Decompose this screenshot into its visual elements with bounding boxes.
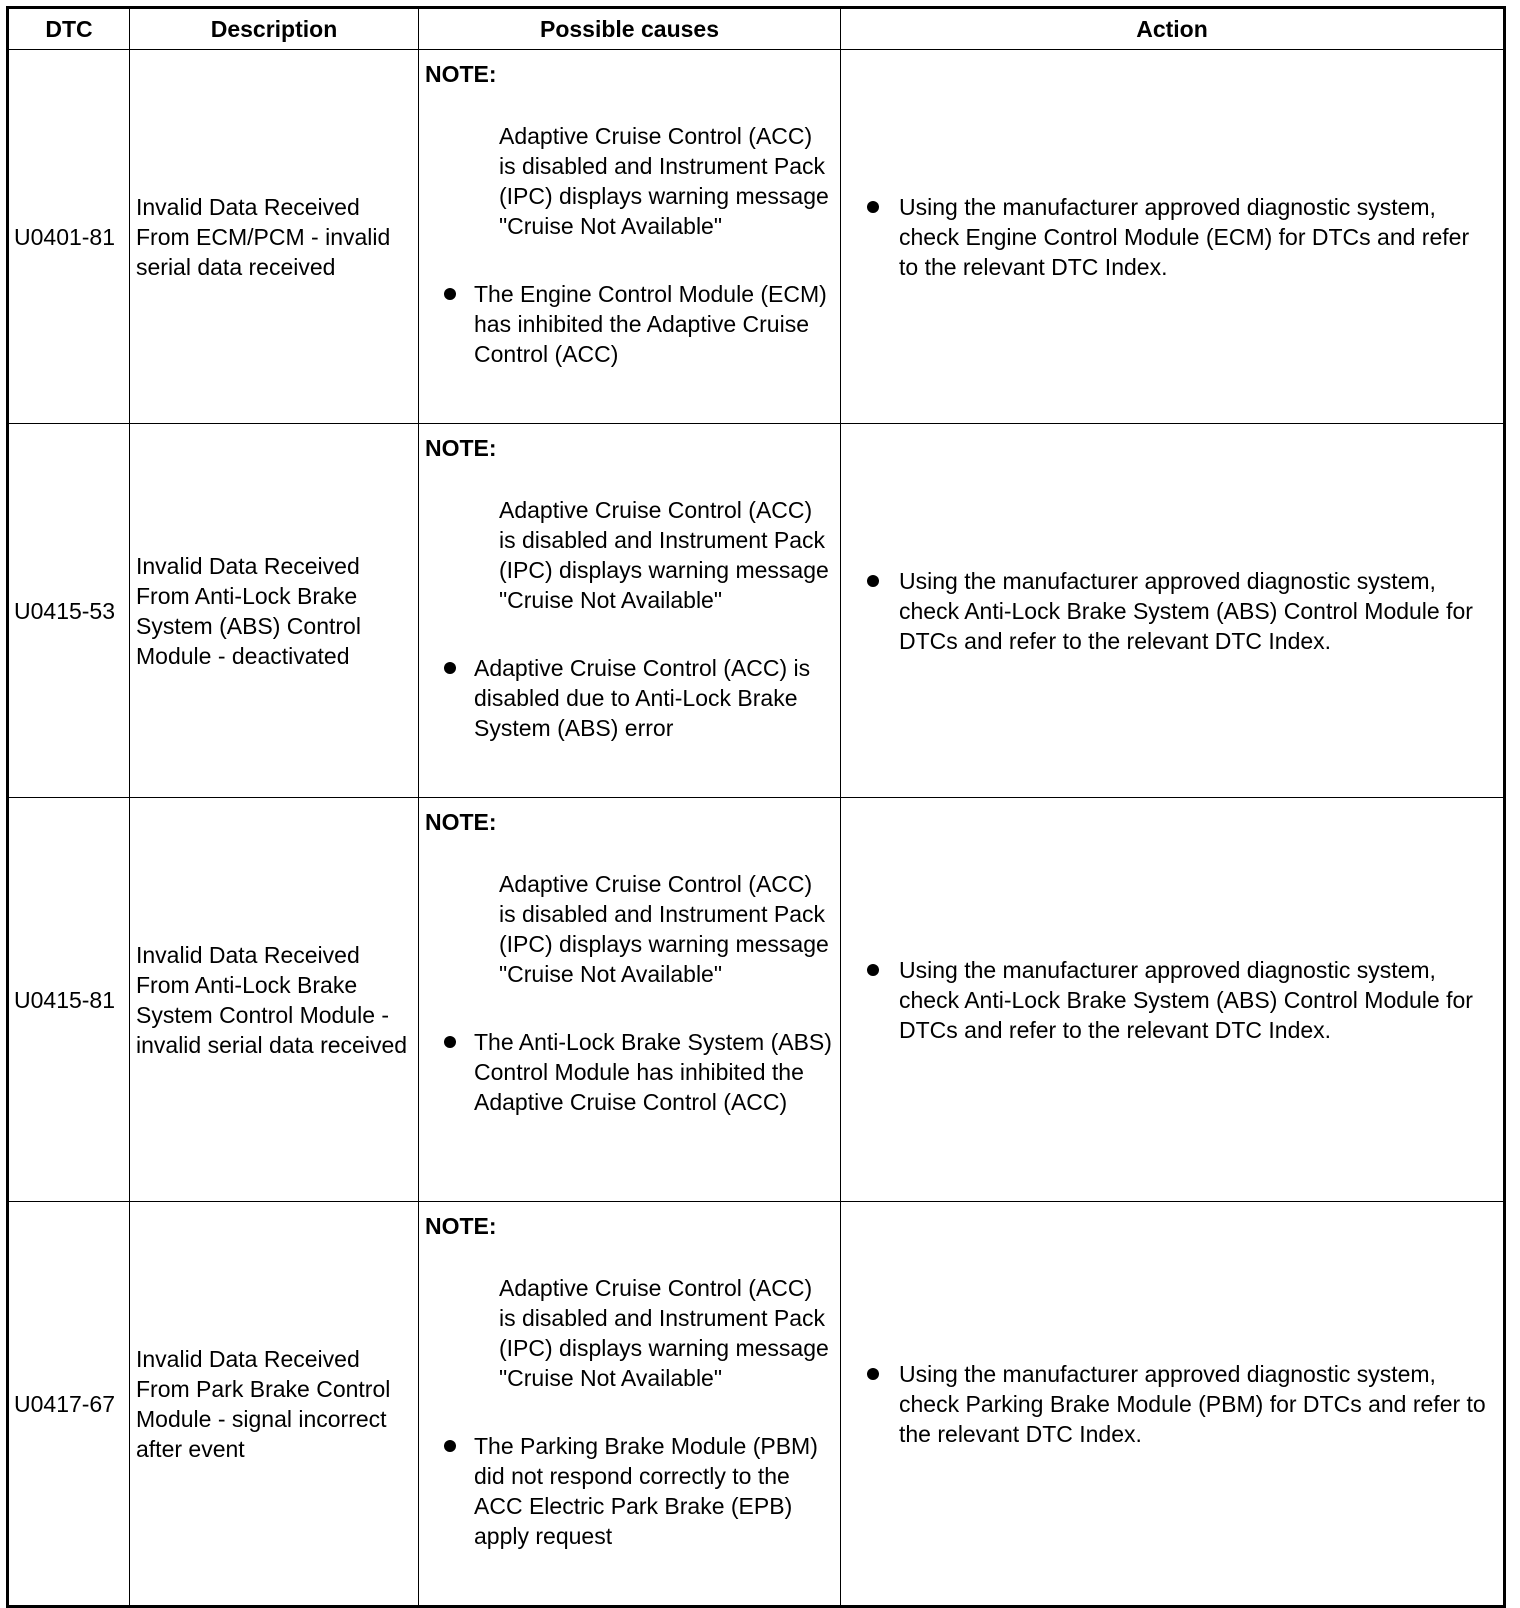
cause-item xyxy=(444,279,832,369)
action-text: Using the manufacturer approved diagnostic system, check Parking Brake Module (PBM) for DTCs and refer to the relevant DTC Index. xyxy=(899,1360,1486,1447)
action-item xyxy=(867,1359,1489,1449)
header-possible-causes: Possible causes xyxy=(419,8,841,50)
dtc-code: U0417-67 xyxy=(8,1202,130,1607)
cause-text: The Engine Control Module (ECM) has inhibited the Adaptive Cruise Control (ACC) xyxy=(474,281,827,367)
cause-text: Adaptive Cruise Control (ACC) is disabled due to Anti-Lock Brake System (ABS) error xyxy=(474,655,811,741)
table-row xyxy=(8,798,1505,1202)
action-text: Using the manufacturer approved diagnostic system, check Anti-Lock Brake System (ABS) Control Module for DTCs and refer to the relevant DTC Index. xyxy=(899,956,1473,1043)
header-dtc: DTC xyxy=(8,8,130,50)
possible-causes-cell xyxy=(419,50,841,424)
dtc-code: U0401-81 xyxy=(8,50,130,424)
cause-item xyxy=(444,1027,832,1117)
cause-item xyxy=(444,1431,832,1551)
note-text: Adaptive Cruise Control (ACC) is disabled and Instrument Pack (IPC) displays warning message "Cruise Not Available" xyxy=(499,123,829,239)
action-text: Using the manufacturer approved diagnostic system, check Engine Control Module (ECM) for DTCs and refer to the relevant DTC Index. xyxy=(899,193,1470,280)
bullet-icon xyxy=(867,201,879,213)
action-cell xyxy=(841,1202,1505,1607)
possible-causes-cell xyxy=(419,798,841,1202)
action-cell xyxy=(841,50,1505,424)
action-text: Using the manufacturer approved diagnostic system, check Anti-Lock Brake System (ABS) Control Module for DTCs and refer to the relevant DTC Index. xyxy=(899,567,1473,654)
note-label: NOTE: xyxy=(425,61,497,87)
action-item xyxy=(867,566,1489,656)
bullet-icon xyxy=(444,1440,456,1452)
action-item xyxy=(867,955,1489,1045)
dtc-description: Invalid Data Received From Anti-Lock Brake System (ABS) Control Module - deactivated xyxy=(130,424,419,798)
note-label: NOTE: xyxy=(425,435,497,461)
dtc-table xyxy=(6,6,1506,1608)
note-text: Adaptive Cruise Control (ACC) is disabled and Instrument Pack (IPC) displays warning message "Cruise Not Available" xyxy=(499,1275,829,1391)
bullet-icon xyxy=(867,964,879,976)
dtc-code: U0415-53 xyxy=(8,424,130,798)
dtc-description: Invalid Data Received From Park Brake Control Module - signal incorrect after event xyxy=(130,1202,419,1607)
cause-text: The Anti-Lock Brake System (ABS) Control Module has inhibited the Adaptive Cruise Control (ACC) xyxy=(474,1029,832,1115)
table-row xyxy=(8,1202,1505,1607)
table-header-row xyxy=(8,8,1505,50)
cause-item xyxy=(444,653,832,743)
note-label: NOTE: xyxy=(425,1213,497,1239)
dtc-code: U0415-81 xyxy=(8,798,130,1202)
dtc-description: Invalid Data Received From Anti-Lock Brake System Control Module - invalid serial data received xyxy=(130,798,419,1202)
action-cell xyxy=(841,798,1505,1202)
table-row xyxy=(8,50,1505,424)
possible-causes-cell xyxy=(419,1202,841,1607)
bullet-icon xyxy=(867,575,879,587)
note-label: NOTE: xyxy=(425,809,497,835)
action-item xyxy=(867,192,1489,282)
table-row xyxy=(8,424,1505,798)
note-text: Adaptive Cruise Control (ACC) is disabled and Instrument Pack (IPC) displays warning message "Cruise Not Available" xyxy=(499,871,829,987)
bullet-icon xyxy=(444,288,456,300)
action-cell xyxy=(841,424,1505,798)
cause-text: The Parking Brake Module (PBM) did not respond correctly to the ACC Electric Park Brake (EPB) apply request xyxy=(474,1433,818,1549)
note-text: Adaptive Cruise Control (ACC) is disabled and Instrument Pack (IPC) displays warning message "Cruise Not Available" xyxy=(499,497,829,613)
header-description: Description xyxy=(130,8,419,50)
bullet-icon xyxy=(444,1036,456,1048)
bullet-icon xyxy=(444,662,456,674)
bullet-icon xyxy=(867,1368,879,1380)
header-action: Action xyxy=(841,8,1505,50)
dtc-description: Invalid Data Received From ECM/PCM - invalid serial data received xyxy=(130,50,419,424)
possible-causes-cell xyxy=(419,424,841,798)
